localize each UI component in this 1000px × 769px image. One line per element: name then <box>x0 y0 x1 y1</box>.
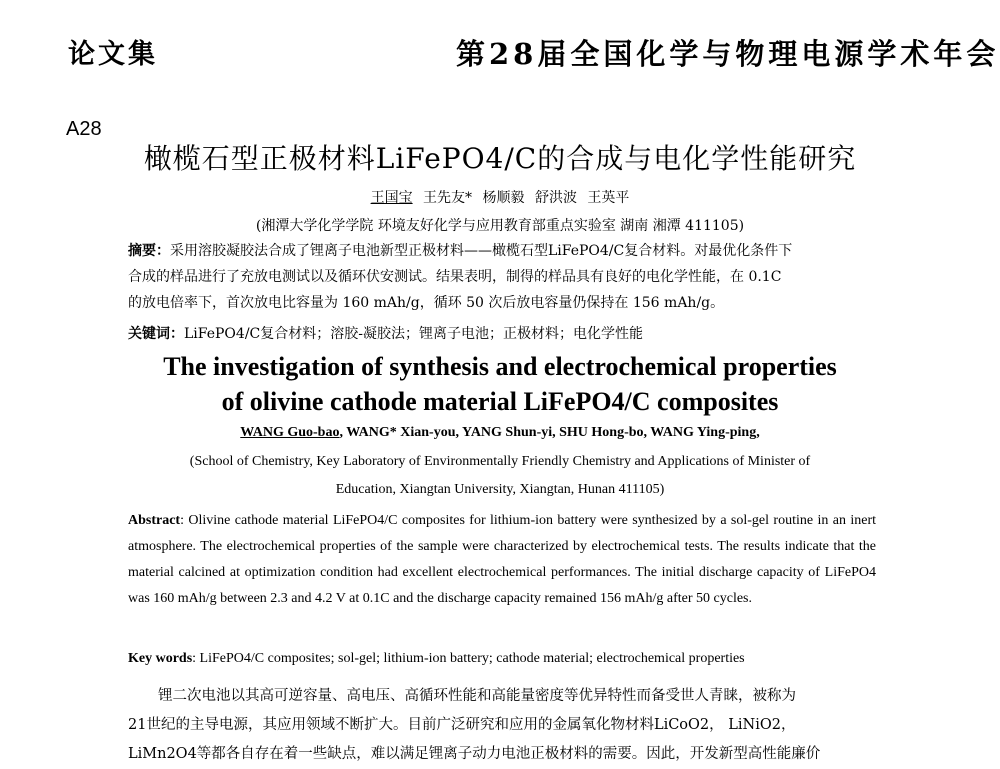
body-line: LiMn2O4等都各自存在着一些缺点，难以满足锂离子动力电池正极材料的需要。因此，开发新型高性能廉价 <box>128 746 821 762</box>
english-affiliation-line-2: Education, Xiangtan University, Xiangtan, Hunan 411105) <box>335 482 665 497</box>
chinese-title: 橄榄石型正极材料LiFePO4/C的合成与电化学性能研究 <box>143 142 857 175</box>
chinese-abstract-line: 的放电倍率下，首次放电比容量为 160 mAh/g，循环 50 次后放电容量仍保持在 156 mAh/g。 <box>128 295 725 311</box>
english-abstract <box>128 508 876 612</box>
chinese-first-author: 王国宝 <box>370 190 413 206</box>
english-first-author: WANG Guo-bao <box>240 425 340 440</box>
english-authors <box>0 425 1000 441</box>
english-title-line-2: of olivine cathode material LiFePO4/C composites <box>221 387 779 416</box>
english-keywords-label: Key words <box>128 651 193 666</box>
chinese-keywords-text: LiFePO4/C复合材料；溶胶-凝胶法；锂离子电池；正极材料；电化学性能 <box>184 326 643 342</box>
chinese-abstract <box>128 238 876 316</box>
chinese-keywords-label: 关键词： <box>128 326 184 342</box>
chinese-affiliation: (湘潭大学化学学院 环境友好化学与应用教育部重点实验室 湖南 湘潭 411105) <box>255 218 745 234</box>
chinese-abstract-label: 摘要： <box>128 243 170 259</box>
proceedings-label: 论文集 <box>68 39 158 70</box>
body-line: 21世纪的主导电源，其应用领域不断扩大。目前广泛研究和应用的金属氧化物材料LiCoO2， LiNiO2， <box>128 717 796 733</box>
english-keywords-text: : LiFePO4/C composites; sol-gel; lithium-ion battery; cathode material; electrochemical properties <box>192 651 745 666</box>
chinese-abstract-line: 合成的样品进行了充放电测试以及循环伏安测试。结果表明，制得的样品具有良好的电化学性能，在 0.1C <box>128 269 782 285</box>
english-abstract-label: Abstract <box>128 513 181 528</box>
paper-code: A28 <box>66 118 102 140</box>
english-affiliation-line-1: (School of Chemistry, Key Laboratory of Environmentally Friendly Chemistry and Applications of Minister of <box>189 454 811 469</box>
english-title-line-1: The investigation of synthesis and electrochemical properties <box>163 352 837 381</box>
english-abstract-text: : Olivine cathode material LiFePO4/C composites for lithium-ion battery were synthesized by a sol-gel routine in an inert atmosphere. The electrochemical properties of the sample were characterized by electrochemical tests. The results indicate that the material calcined at optimization condition had excellent electrochemical performances. The initial discharge capacity of LiFePO4 was 160 mAh/g between 2.3 and 4.2 V at 0.1C and the discharge capacity remained 156 mAh/g after 50 cycles. <box>128 513 876 606</box>
chinese-other-authors: 王先友* 杨顺毅 舒洪波 王英平 <box>423 190 630 206</box>
body-line: 锂二次电池以其高可逆容量、高电压、高循环性能和高能量密度等优异特性而备受世人青睐，被称为 <box>158 688 796 704</box>
body-paragraph <box>128 682 876 769</box>
english-other-authors: , WANG* Xian-you, YANG Shun-yi, SHU Hong-bo, WANG Ying-ping, <box>339 425 760 440</box>
chinese-authors <box>0 187 1000 207</box>
english-keywords <box>128 646 876 672</box>
chinese-keywords <box>128 321 876 347</box>
conference-title: 第28届全国化学与物理电源学术年会 <box>456 37 1000 71</box>
chinese-abstract-line: 采用溶胶凝胶法合成了锂离子电池新型正极材料——橄榄石型LiFePO4/C复合材料。对最优化条件下 <box>170 243 793 259</box>
